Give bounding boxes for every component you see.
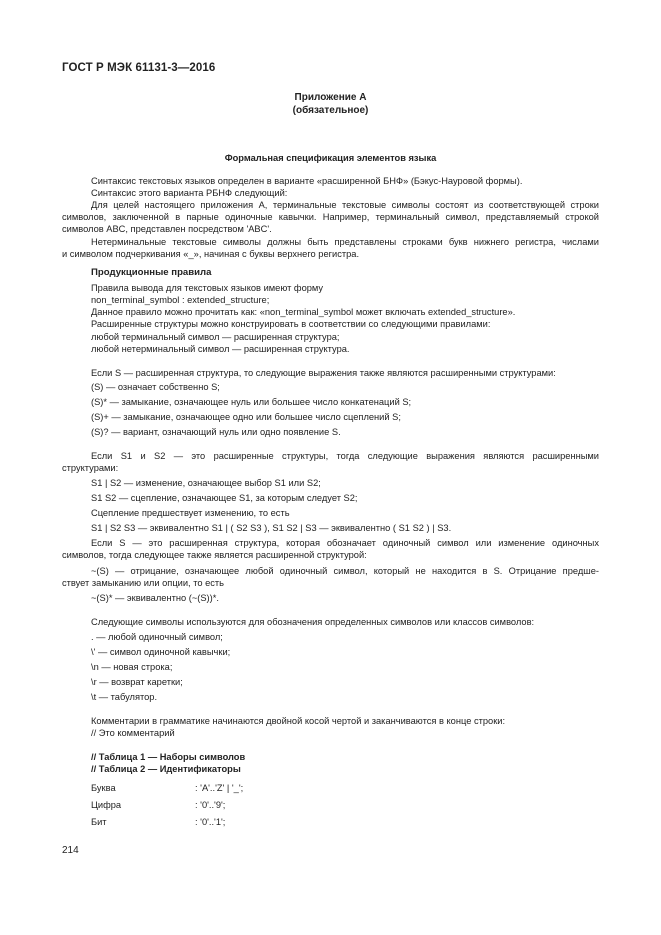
rule-item: (S)* — замыкание, означающее нуль или большее число конкатенаций S; — [91, 397, 412, 407]
symbol-item: \t — табулятор. — [91, 692, 158, 702]
rule-name: Цифра — [91, 800, 122, 810]
rule-definition: : '0'..'9'; — [195, 800, 226, 810]
intro-line: символов ABC, представлен посредством 'ABC'. — [62, 224, 272, 234]
production-line: non_terminal_symbol : extended_structure; — [91, 295, 270, 305]
table-heading: // Таблица 2 — Идентификаторы — [91, 764, 241, 774]
symbol-item: \' — символ одиночной кавычки; — [91, 647, 231, 657]
document-header: ГОСТ Р МЭК 61131-3—2016 — [62, 62, 216, 74]
appendix-title: Приложение А — [294, 92, 367, 103]
comments-line: Комментарии в грамматике начинаются двойной косой чертой и заканчиваются в конце строки: — [91, 716, 506, 726]
rule-lead: Если S — расширенная структура, то следующие выражения также являются расширенными структурами: — [91, 368, 556, 378]
rule-item: (S)+ — замыкание, означающее одно или большее число сцеплений S; — [91, 412, 401, 422]
rule-item: ~(S)* — эквивалентно (~(S))*. — [91, 593, 219, 603]
production-line: Расширенные структуры можно конструировать в соответствии со следующими правилами: — [91, 319, 491, 329]
rule-item: (S) — означает собственно S; — [91, 382, 220, 392]
rule-name: Бит — [91, 817, 107, 827]
symbol-item: . — любой одиночный символ; — [91, 632, 223, 642]
intro-line: Нетерминальные текстовые символы должны быть представлены строками букв нижнего регистра, числами — [91, 237, 599, 247]
production-line: Данное правило можно прочитать как: «non_terminal_symbol может включать extended_structure». — [91, 307, 516, 317]
symbol-item: \n — новая строка; — [91, 662, 173, 672]
production-line: любой терминальный символ — расширенная структура; — [91, 332, 340, 342]
rule-item: (S)? — вариант, означающий нуль или одно появление S. — [91, 427, 341, 437]
section-title: Формальная спецификация элементов языка — [224, 153, 437, 163]
appendix-subtitle: (обязательное) — [292, 105, 369, 116]
rule-definition: : 'A'..'Z' | '_'; — [195, 783, 244, 793]
rule-lead: символов, тогда следующее также является расширенной структурой: — [62, 550, 367, 560]
rule-definition: : '0'..'1'; — [195, 817, 226, 827]
rule-item: ствует замыканию или опции, то есть — [62, 578, 225, 588]
symbol-item: \r — возврат каретки; — [91, 677, 183, 687]
intro-line: Для целей настоящего приложения А, терминальные текстовые символы состоят из соответствующей строки — [91, 200, 599, 210]
intro-line: Синтаксис этого варианта РБНФ следующий: — [91, 188, 288, 198]
intro-line: Синтаксис текстовых языков определен в варианте «расширенной БНФ» (Бэкус-Науровой формы). — [91, 176, 523, 186]
table-heading: // Таблица 1 — Наборы символов — [91, 752, 246, 762]
rule-lead: Если S — это расширенная структура, которая обозначает одиночный символ или изменение одиночных — [91, 538, 599, 548]
comments-example: // Это комментарий — [91, 728, 175, 738]
page-number: 214 — [62, 845, 79, 856]
rule-item: S1 | S2 — изменение, означающее выбор S1 или S2; — [91, 478, 321, 488]
symbols-lead: Следующие символы используются для обозначения определенных символов или классов символов: — [91, 617, 535, 627]
rule-lead: Если S1 и S2 — это расширенные структуры, тогда следующие выражения являются расширенными — [91, 451, 599, 461]
production-line: любой нетерминальный символ — расширенная структура. — [91, 344, 350, 354]
production-heading: Продукционные правила — [91, 267, 212, 278]
production-line: Правила вывода для текстовых языков имеют форму — [91, 283, 324, 293]
rule-lead: структурами: — [62, 463, 119, 473]
rule-item: S1 S2 — сцепление, означающее S1, за которым следует S2; — [91, 493, 358, 503]
rule-item: ~(S) — отрицание, означающее любой одиночный символ, который не находится в S. Отрицание предше- — [91, 566, 599, 576]
rule-item: S1 | S2 S3 — эквивалентно S1 | ( S2 S3 ), S1 S2 | S3 — эквивалентно ( S1 S2 ) | S3. — [91, 523, 452, 533]
rule-name: Буква — [91, 783, 116, 793]
rule-item: Сцепление предшествует изменению, то есть — [91, 508, 290, 518]
intro-line: и символом подчеркивания «_», начиная с буквы верхнего регистра. — [62, 249, 360, 259]
intro-line: символов, заключенной в парные одиночные кавычки. Например, терминальный символ, представляемый строкой — [62, 212, 599, 222]
